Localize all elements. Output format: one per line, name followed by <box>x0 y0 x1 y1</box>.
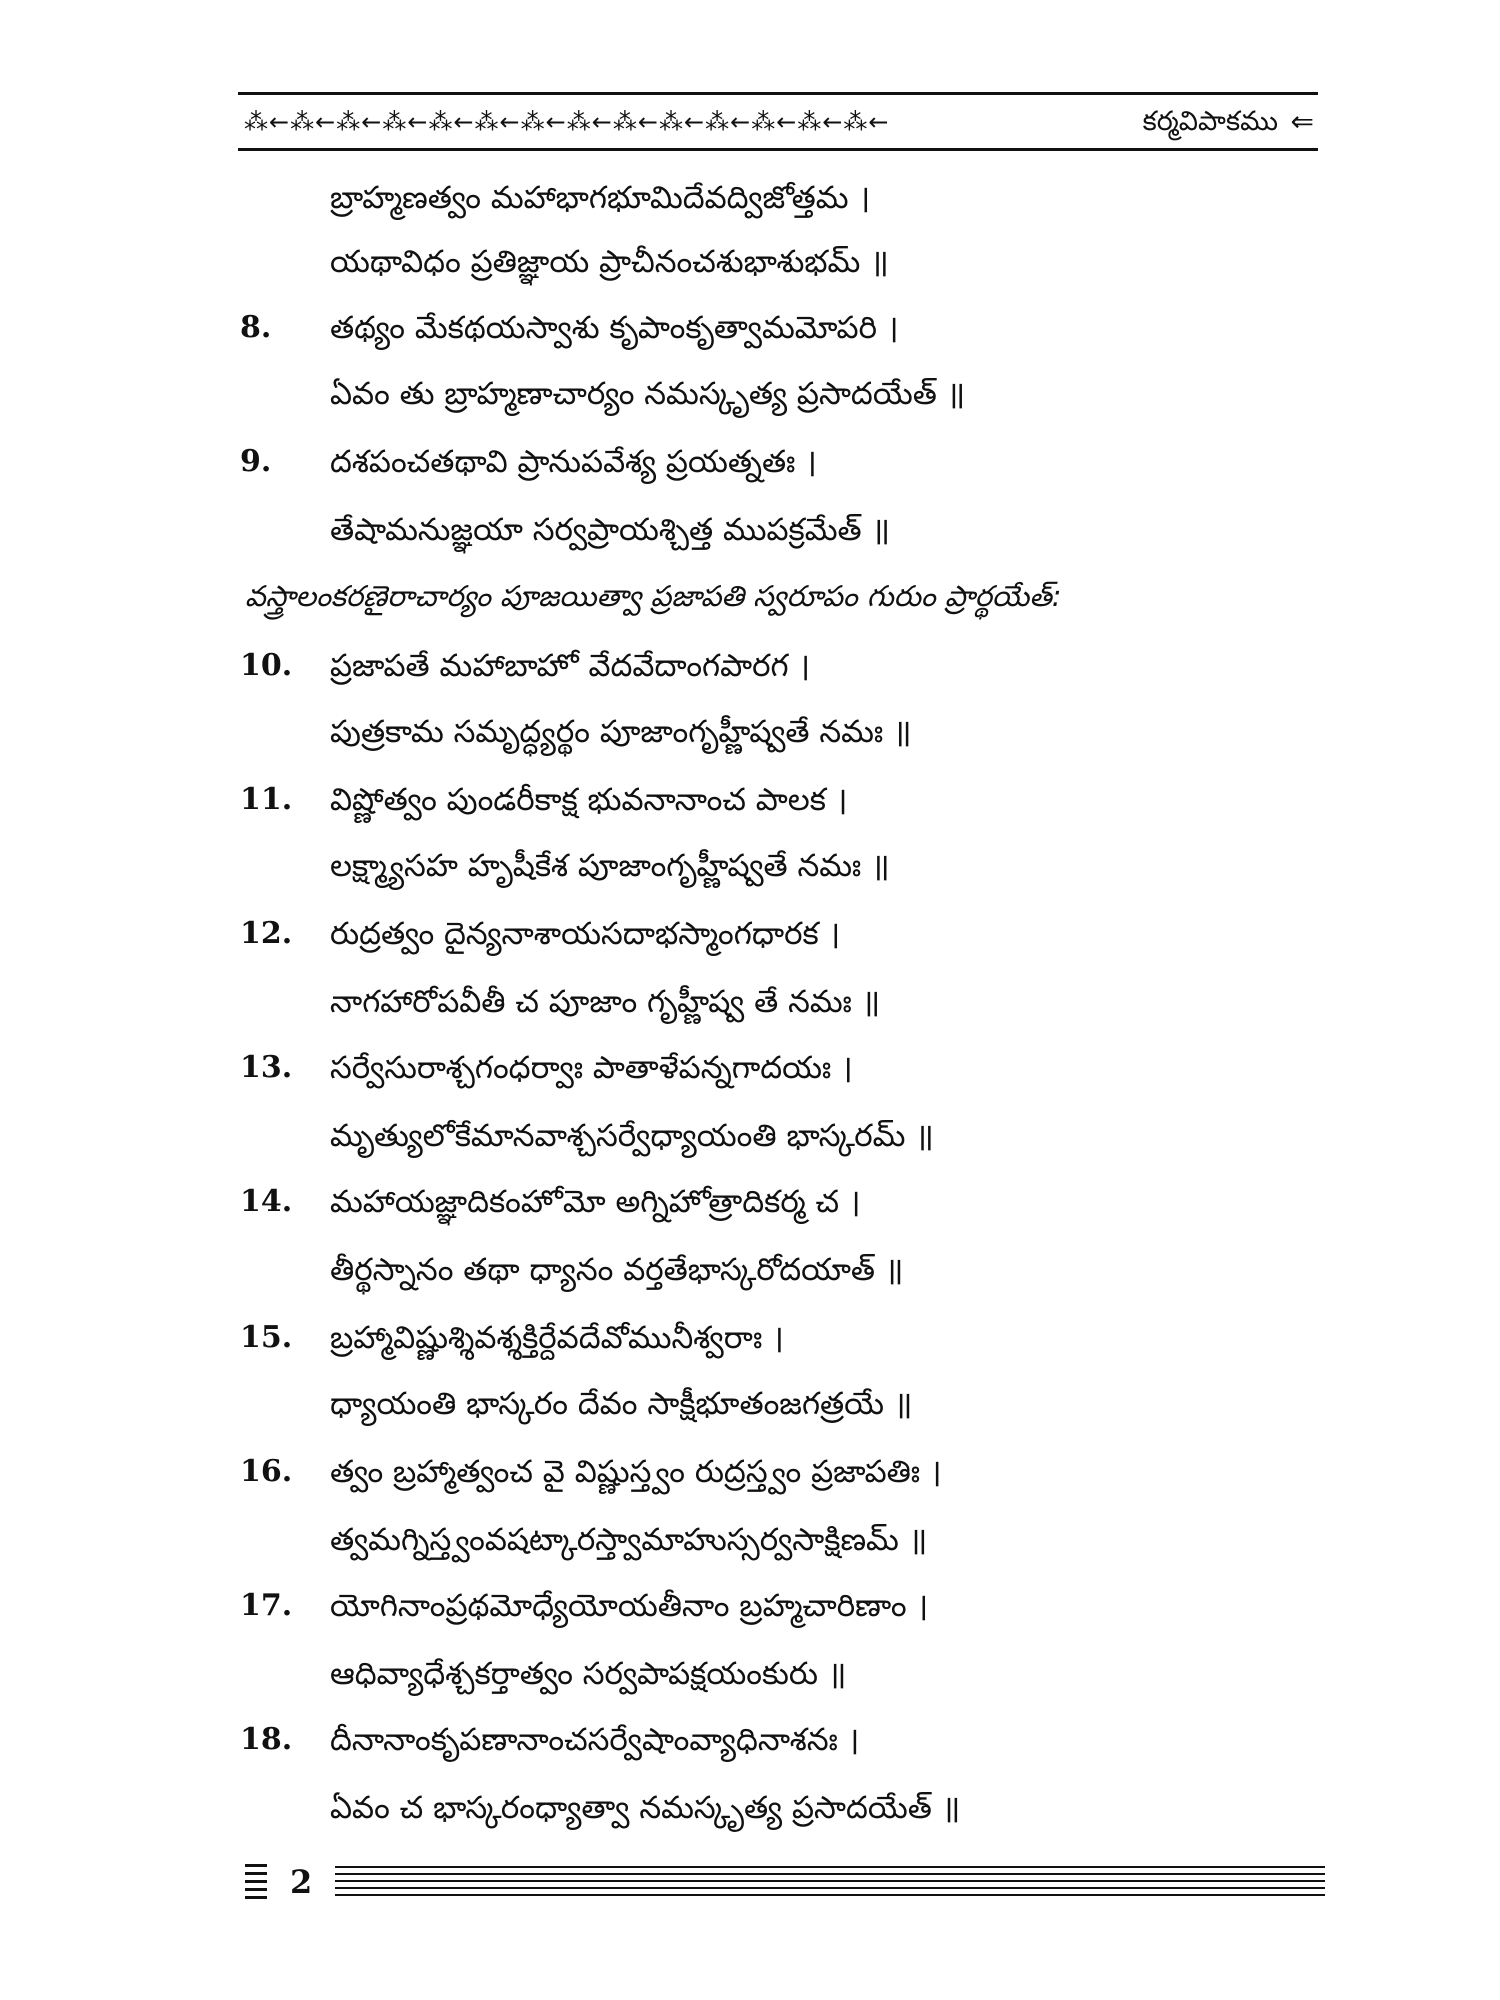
verse-line: బ్రాహ్మణత్వం మహాభాగభూమిదేవద్విజోత్తమ । <box>330 180 871 216</box>
page-footer <box>245 1860 1325 1910</box>
verse-number: 15. <box>240 1320 293 1355</box>
verse-line: నాగహారోపవీతీ చ పూజాం గృహ్ణీష్వ తే నమః ॥ <box>330 984 881 1020</box>
verse-number: 12. <box>240 916 293 951</box>
verse-line: సర్వేసురాశ్చగంధర్వాః పాతాళేపన్నగాదయః । <box>330 1050 853 1086</box>
verse-line: బ్రహ్మావిష్ణుశ్శివశ్శక్తిర్దేవదేవోమునీశ్వరాః । <box>330 1320 784 1356</box>
verse-number: 16. <box>240 1454 293 1489</box>
verse-number: 18. <box>240 1722 293 1757</box>
verse-line: యథావిధం ప్రతిజ్ఞాయ ప్రాచీనంచశుభాశుభమ్ ॥ <box>330 244 889 280</box>
page-number: 2 <box>290 1863 313 1901</box>
header-rule-top <box>238 92 1318 95</box>
footer-bars-icon <box>245 1864 267 1904</box>
page-header <box>238 92 1318 152</box>
verse-line: ఆధివ్యాధేశ్చకర్తాత్వం సర్వపాపక్షయంకురు ॥ <box>330 1656 847 1692</box>
verse-line: తేషామనుజ్ఞయా సర్వప్రాయశ్చిత్త ముపక్రమేత్ ॥ <box>330 512 891 548</box>
verse-line: ఏవం చ భాస్కరంధ్యాత్వా నమస్కృత్య ప్రసాదయేత్ ॥ <box>330 1790 961 1826</box>
verse-number: 10. <box>240 648 293 683</box>
verse-line: ధ్యాయంతి భాస్కరం దేవం సాక్షీభూతంజగత్రయే ॥ <box>330 1386 913 1422</box>
verse-line: త్వమగ్నిస్త్వంవషట్కారస్త్వామాహుస్సర్వసాక్షిణమ్ ॥ <box>330 1522 928 1558</box>
footer-rules <box>335 1866 1325 1906</box>
verse-line: విష్ణోత్వం పుండరీకాక్ష భువనానాంచ పాలక । <box>330 782 848 818</box>
verse-line: తీర్థస్నానం తథా ధ్యానం వర్తతేభాస్కరోదయాత్ ॥ <box>330 1252 904 1288</box>
verse-line: ఏవం తు బ్రాహ్మణాచార్యం నమస్కృత్య ప్రసాదయేత్ ॥ <box>330 376 966 412</box>
verse-number: 11. <box>240 782 293 817</box>
verse-number: 9. <box>240 444 272 479</box>
header-rule-bottom <box>238 148 1318 151</box>
header-ornament: ⁂←⁂←⁂←⁂←⁂←⁂←⁂←⁂←⁂←⁂←⁂←⁂←⁂←⁂← <box>244 108 890 136</box>
verse-line: రుద్రత్వం దైన్యనాశాయసదాభస్మాంగధారక । <box>330 916 841 952</box>
running-title: కర్మవిపాకము <box>1142 106 1278 137</box>
verse-line: పుత్రకామ సమృద్ధ్యర్థం పూజాంగృహ్ణీష్వతే నమః ॥ <box>330 714 912 750</box>
verse-line: త్వం బ్రహ్మాత్వంచ వై విష్ణుస్త్వం రుద్రస్త్వం ప్రజాపతిః । <box>330 1454 942 1490</box>
header-arrow-icon: ⇐ <box>1290 105 1314 138</box>
verse-line: తథ్యం మేకథయస్వాశు కృపాంకృత్వామమోపరి । <box>330 310 899 346</box>
verse-number: 17. <box>240 1588 293 1623</box>
verse-number: 8. <box>240 310 272 345</box>
verse-line: మృత్యులోకేమానవాశ్చసర్వేధ్యాయంతి భాస్కరమ్ ॥ <box>330 1118 934 1154</box>
verse-line: లక్ష్మ్యాసహ హృషీకేశ పూజాంగృహ్ణీష్వతే నమః ॥ <box>330 848 890 884</box>
verse-line: ప్రజాపతే మహాబాహో వేదవేదాంగపారగ । <box>330 648 811 684</box>
verse-number: 14. <box>240 1184 293 1219</box>
verse-number: 13. <box>240 1050 293 1085</box>
verse-line: దశపంచతథావి ప్రానుపవేశ్య ప్రయత్నతః । <box>330 444 817 480</box>
verse-line: దీనానాంకృపణానాంచసర్వేషాంవ్యాధినాశనః । <box>330 1722 860 1758</box>
verse-line: యోగినాంప్రథమోధ్యేయోయతీనాం బ్రహ్మచారిణాం । <box>330 1588 929 1624</box>
verse-line: మహాయజ్ఞాదికంహోమో అగ్నిహోత్రాదికర్మ చ । <box>330 1184 861 1220</box>
prose-instruction: వస్త్రాలంకరణైరాచార్యం పూజయిత్వా ప్రజాపతి స్వరూపం గురుం ప్రార్థయేత్: <box>245 579 1062 613</box>
